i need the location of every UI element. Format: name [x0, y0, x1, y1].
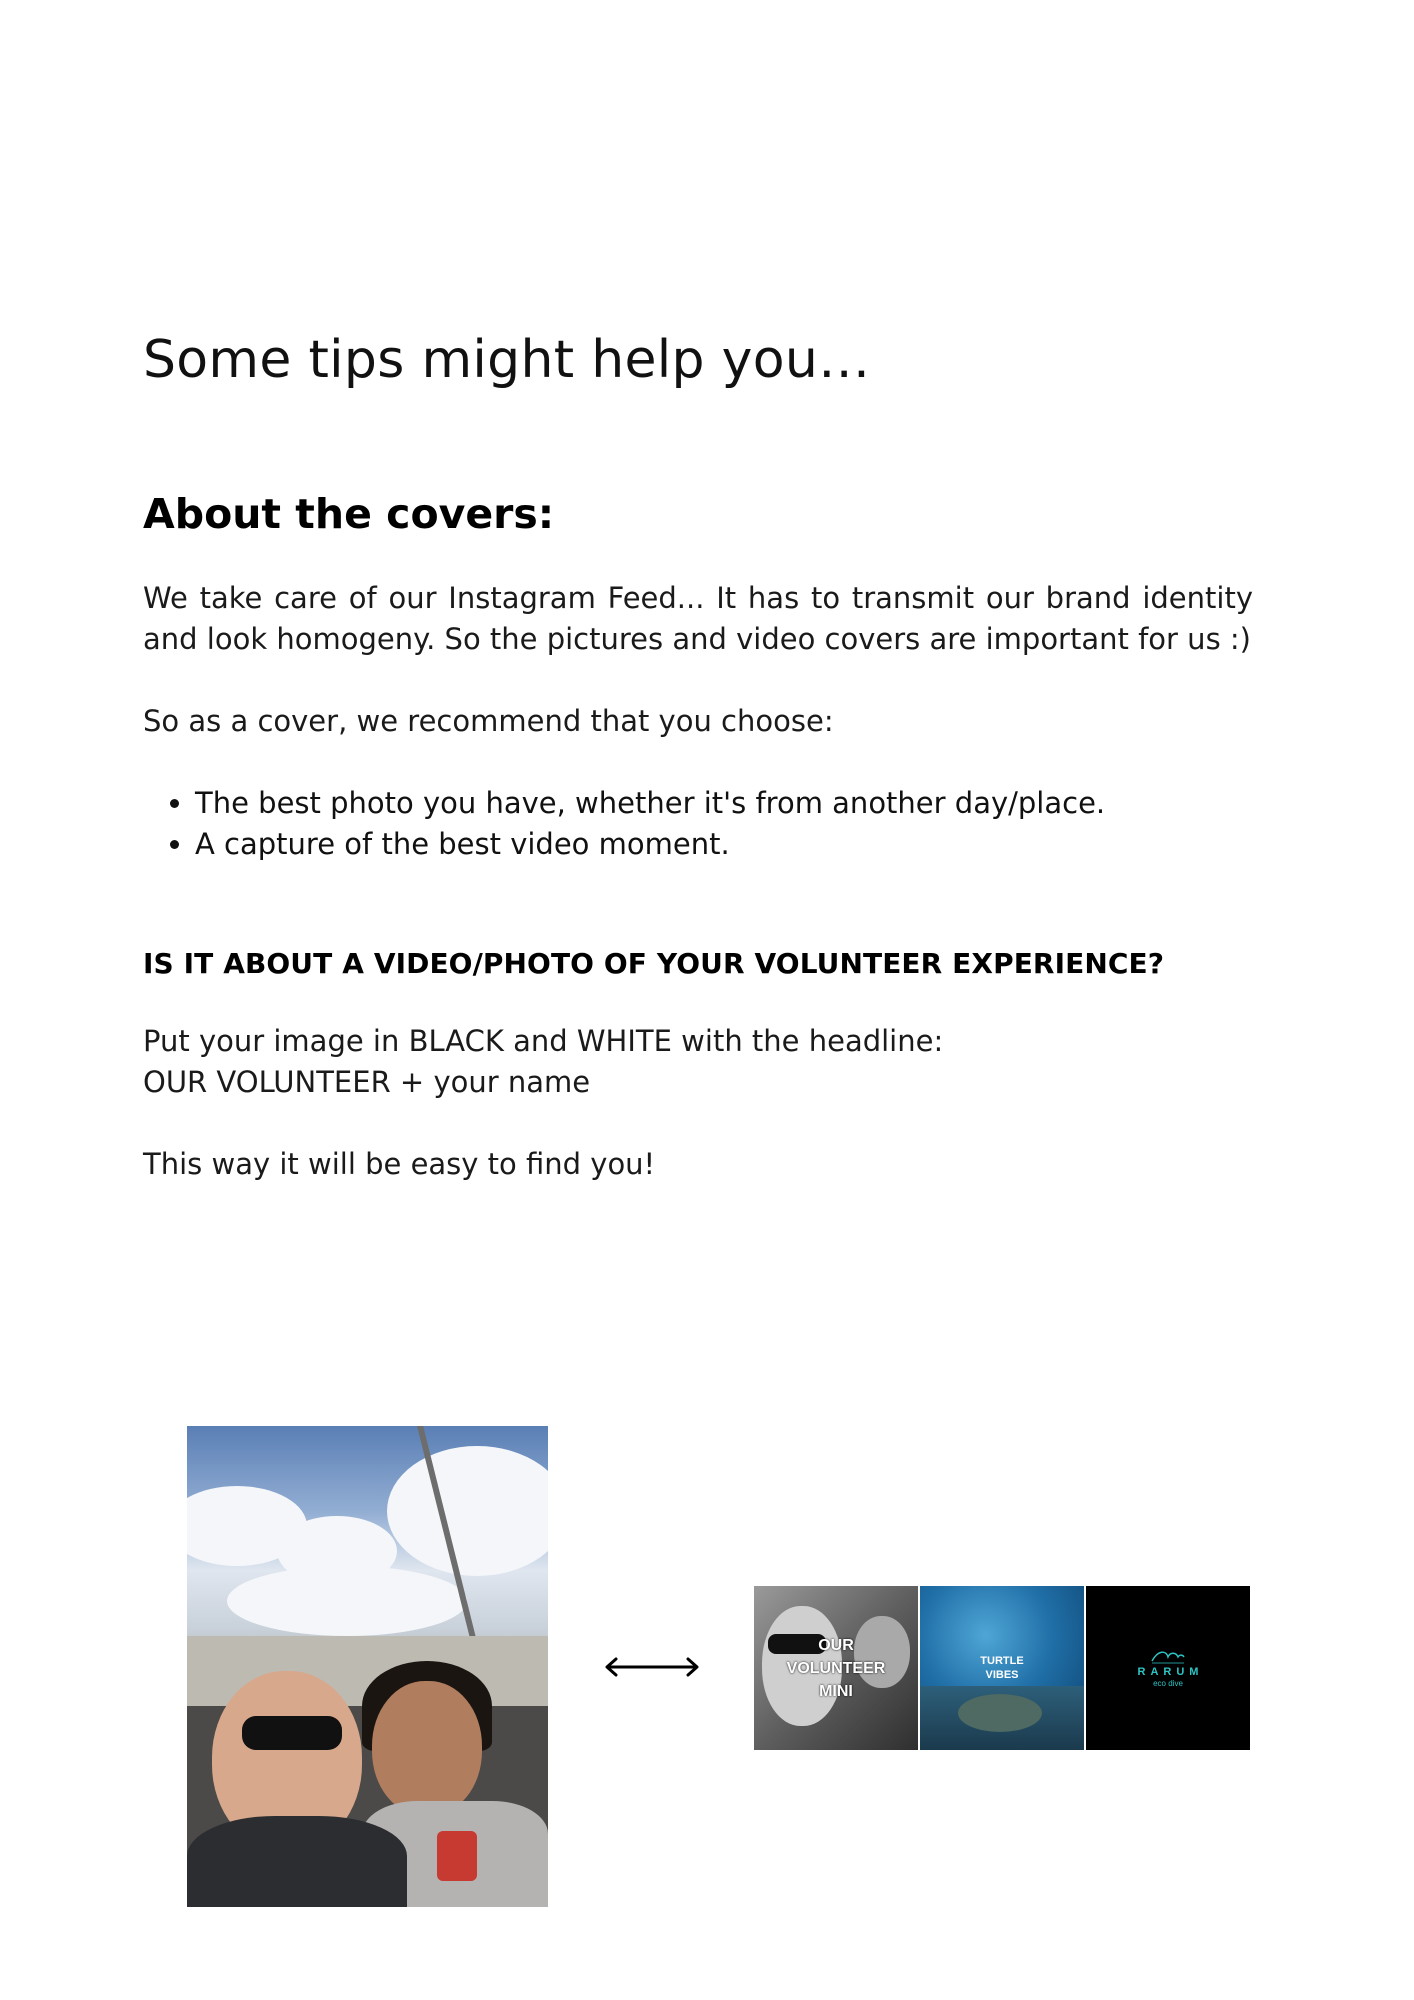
tips-list [143, 783, 1253, 865]
wave-icon [1150, 1648, 1186, 1664]
feed-tile-turtle [920, 1586, 1084, 1750]
feed-tile-logo [1086, 1586, 1250, 1750]
logo-wordmark: RARUM [1137, 1666, 1204, 1678]
list-item: • A capture of the best video moment. [195, 824, 1253, 865]
bw-instruction-line1: Put your image in BLACK and WHITE with the headline: [143, 1024, 944, 1058]
covers-intro-paragraph: We take care of our Instagram Feed... It has to transmit our brand identity and look homogeny. So the pictures and video covers are important for us :) [143, 581, 1253, 656]
cloud-shape [227, 1566, 467, 1636]
covers-heading: About the covers: [143, 490, 555, 538]
double-arrow-icon [604, 1656, 700, 1678]
volunteer-heading: IS IT ABOUT A VIDEO/PHOTO OF YOUR VOLUNTEER EXPERIENCE? [143, 947, 1165, 980]
instagram-feed-preview [754, 1586, 1250, 1750]
tile-caption: TURTLE VIBES [980, 1655, 1024, 1681]
document-body [143, 330, 1253, 1185]
logo-subtitle: eco dive [1153, 1679, 1183, 1688]
page-title: Some tips might help you… [143, 330, 871, 390]
tile-caption: OUR VOLUNTEER MINI [786, 1636, 886, 1700]
list-item: • The best photo you have, whether it's from another day/place. [195, 783, 1253, 824]
woman-shirt [187, 1816, 407, 1907]
closing-paragraph: This way it will be easy to find you! [143, 1147, 656, 1181]
brand-logo [1086, 1586, 1250, 1750]
bw-instruction-paragraph [143, 1021, 1253, 1103]
feed-tile-volunteer [754, 1586, 918, 1750]
sunglasses [242, 1716, 342, 1750]
selfie-photo [187, 1426, 548, 1907]
shirt-print [437, 1831, 477, 1881]
cloud-shape [387, 1446, 548, 1576]
bw-instruction-line2: OUR VOLUNTEER + your name [143, 1065, 591, 1099]
recommend-paragraph: So as a cover, we recommend that you choose: [143, 704, 834, 738]
girl-face [372, 1681, 482, 1816]
